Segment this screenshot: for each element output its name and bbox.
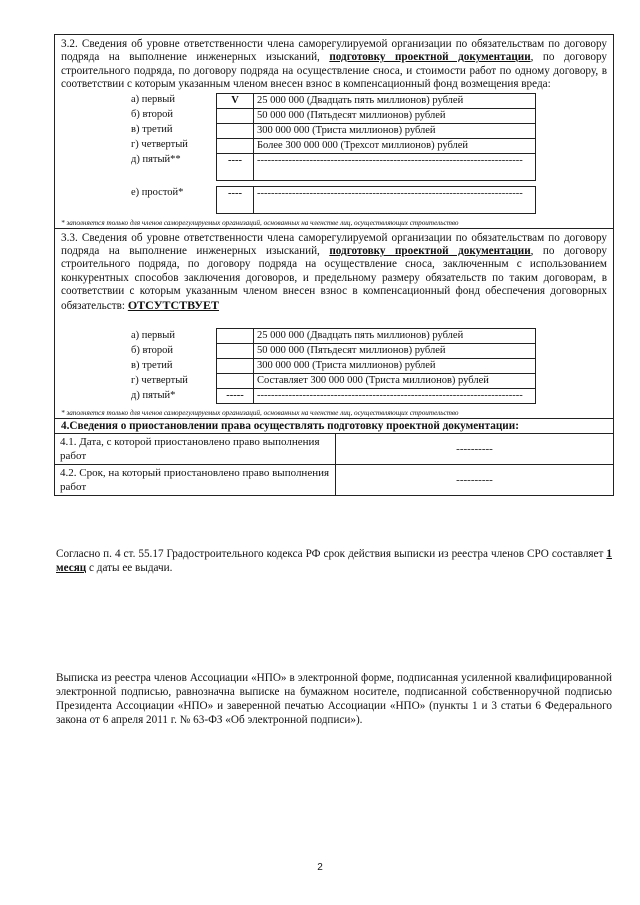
level-label: е) простой* <box>131 187 184 199</box>
level-label: г) четвертый <box>131 139 188 151</box>
level-value: 25 000 000 (Двадцать пять миллионов) рублей <box>254 93 536 108</box>
section-3-2-text <box>61 38 607 92</box>
level-row <box>131 153 536 180</box>
section-4-row-label: 4.2. Срок, на который приостановлено право выполнения работ <box>55 465 336 495</box>
level-mark <box>217 138 254 153</box>
level-mark: ----- <box>217 389 254 404</box>
level-mark <box>217 359 254 374</box>
section-4-row-label: 4.1. Дата, с которой приостановлено право выполнения работ <box>55 434 336 464</box>
section-3-3 <box>55 229 613 419</box>
level-row <box>131 93 536 108</box>
level-value: 25 000 000 (Двадцать пять миллионов) рублей <box>254 329 536 344</box>
level-label: а) первый <box>131 94 175 106</box>
page-number: 2 <box>317 862 323 873</box>
section-3-3-text-post: , по договору строительного подряда, по договору подряда на осуществление сноса, заключенным с использованием конкурентных способов заключения договоров, и предельному размеру обязательств по таким договорам, в соответствии с которым указанным членом внесен взнос в компенсационный фонд обеспечения договорных обязательств: <box>61 245 607 312</box>
section-4 <box>55 419 613 495</box>
sro-info-table <box>54 34 614 496</box>
level-label: г) четвертый <box>131 374 188 386</box>
level-mark <box>217 108 254 123</box>
level-mark <box>217 329 254 344</box>
level-value: ---------------------------------------------------------------------------- <box>254 153 536 180</box>
level-label: в) третий <box>131 359 173 371</box>
section-3-3-text <box>61 232 607 313</box>
section-3-2-footnote: * заполняется только для членов саморегулируемых организаций, основанных на членстве лиц, осуществляющих строительство <box>61 218 459 227</box>
section-4-row-value: ---------- <box>456 443 493 456</box>
section-4-heading: 4.Сведения о приостановлении права осуществлять подготовку проектной документации: <box>55 419 613 434</box>
section-3-3-footnote: * заполняется только для членов саморегулируемых организаций, основанных на членстве лиц, осуществляющих строительство <box>61 409 459 418</box>
section-3-3-levels <box>131 328 536 404</box>
section-4-row-value: ---------- <box>456 474 493 487</box>
level-row <box>131 344 536 359</box>
electronic-signature-statement: Выписка из реестра членов Ассоциации «НПО» в электронной форме, подписанная усиленной квалифицированной электронной подписью, равнозначна выписке на бумажном носителе, подписанной собственноручной подписью Президента Ассоциации «НПО» и заверенной печатью Ассоциации «НПО» (пункты 1 и 3 статьи 6 Федерального закона от 6 апреля 2011 г. № 63-ФЗ «Об электронной подписи»). <box>56 672 612 726</box>
level-label: б) второй <box>131 109 173 121</box>
level-value: 50 000 000 (Пятьдесят миллионов) рублей <box>254 108 536 123</box>
level-value: Более 300 000 000 (Трехсот миллионов) рублей <box>254 138 536 153</box>
section-3-2-text-pre: 3.2. Сведения об уровне ответственности члена саморегулируемой организации по обязательствам по договору подряда на выполнение инженерных изысканий, <box>61 38 607 64</box>
level-value: 50 000 000 (Пятьдесят миллионов) рублей <box>254 344 536 359</box>
level-row <box>131 389 536 404</box>
level-value: Составляет 300 000 000 (Триста миллионов) рублей <box>254 374 536 389</box>
level-row <box>131 374 536 389</box>
level-mark <box>217 123 254 138</box>
section-3-3-text-bold: подготовку проектной документации <box>329 245 531 258</box>
validity-period: 1 месяц <box>56 548 612 574</box>
section-3-3-status: ОТСУТСТВУЕТ <box>127 297 220 312</box>
level-mark: V <box>217 93 254 108</box>
section-4-row <box>55 434 613 465</box>
level-row <box>131 186 536 213</box>
validity-text-pre: Согласно п. 4 ст. 55.17 Градостроительного кодекса РФ срок действия выписки из реестра членов СРО составляет <box>56 548 607 560</box>
level-label: д) пятый** <box>131 154 181 166</box>
level-row <box>131 138 536 153</box>
level-value: ---------------------------------------------------------------------------- <box>254 389 536 404</box>
section-3-2 <box>55 35 613 229</box>
level-row <box>131 123 536 138</box>
section-3-2-levels <box>131 93 536 214</box>
level-row <box>131 108 536 123</box>
level-mark <box>217 374 254 389</box>
level-label: б) второй <box>131 344 173 356</box>
level-value: 300 000 000 (Триста миллионов) рублей <box>254 359 536 374</box>
section-4-row <box>55 465 613 495</box>
level-label: д) пятый* <box>131 389 176 401</box>
level-label: в) третий <box>131 124 173 136</box>
level-row <box>131 359 536 374</box>
level-mark: ---- <box>217 153 254 180</box>
level-mark <box>217 344 254 359</box>
level-value: 300 000 000 (Триста миллионов) рублей <box>254 123 536 138</box>
level-row <box>131 329 536 344</box>
level-label: а) первый <box>131 329 175 341</box>
validity-text-post: с даты ее выдачи. <box>86 562 173 574</box>
section-3-2-text-bold: подготовку проектной документации <box>329 51 531 64</box>
section-3-2-text-post: , по договору строительного подряда, по договору подряда на осуществление сноса, и стоимости работ по одному договору, в соответствии с которым указанным членом внесен взнос в компенсационный фонд возмещения вреда: <box>61 51 607 91</box>
level-mark: ---- <box>217 186 254 213</box>
validity-statement <box>56 547 612 575</box>
level-value: ---------------------------------------------------------------------------- <box>254 186 536 213</box>
section-3-3-text-pre: 3.3. Сведения об уровне ответственности члена саморегулируемой организации по обязательствам по договору подряда на выполнение инженерных изысканий, <box>61 231 607 258</box>
